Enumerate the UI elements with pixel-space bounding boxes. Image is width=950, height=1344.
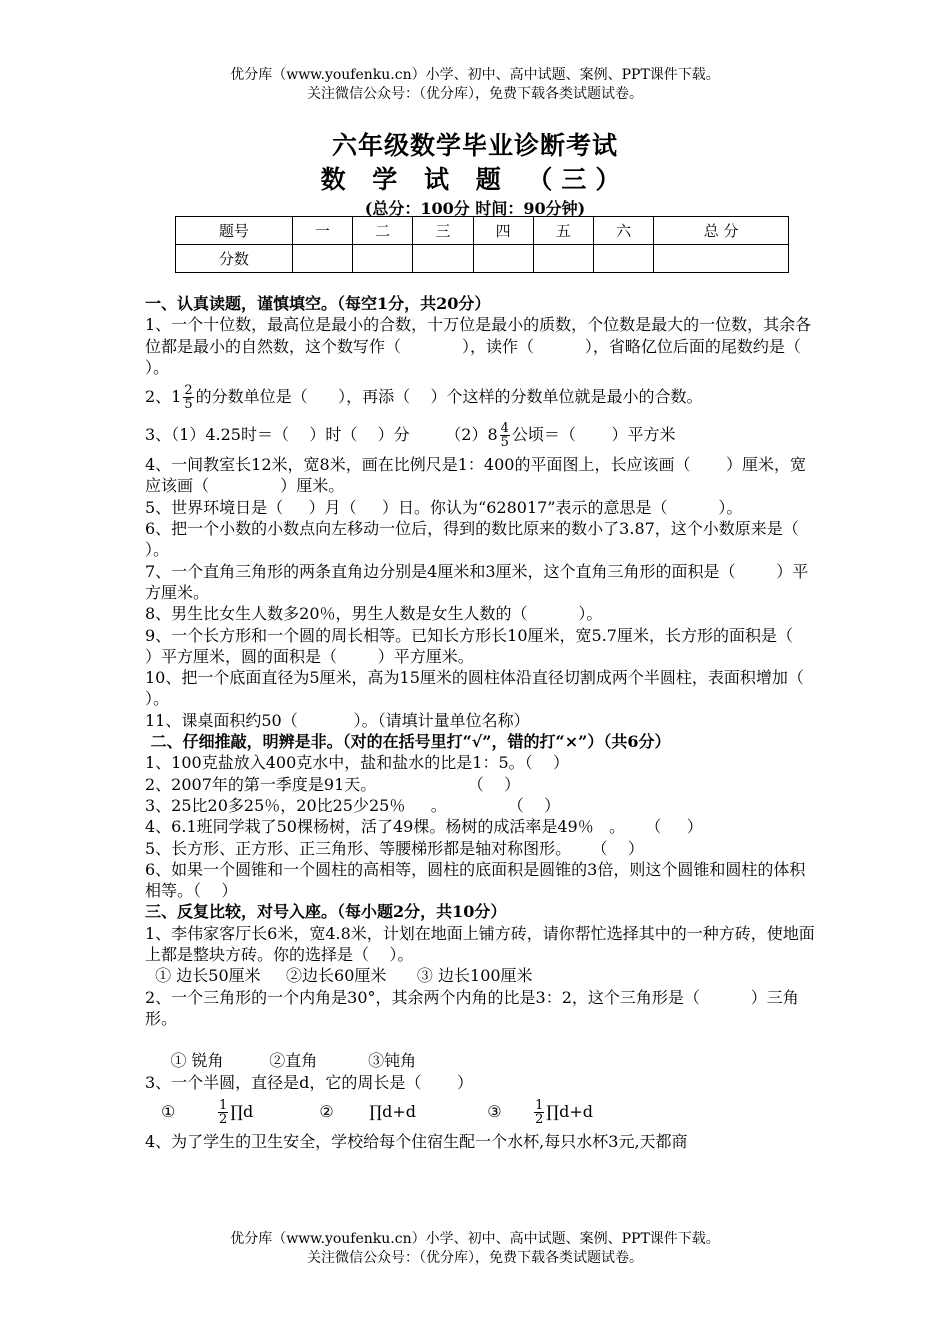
question: 4、6.1班同学栽了50棵杨树，活了49棵。杨树的成活率是49％ 。 （ ） bbox=[145, 817, 703, 837]
footer-line-2: 关注微信公众号：（优分库），免费下载各类试题试卷。 bbox=[307, 1250, 643, 1266]
fraction bbox=[534, 1099, 544, 1126]
score-cell: 六 bbox=[594, 217, 654, 245]
answer-options: ① 锐角 ②直角 ③钝角 bbox=[145, 1051, 417, 1071]
question: 4、为了学生的卫生安全，学校给每个住宿生配一个水杯,每只水杯3元,天都商 bbox=[145, 1131, 688, 1151]
score-table-score-row bbox=[176, 245, 789, 273]
fraction-numerator: 1 bbox=[219, 1097, 228, 1113]
question: 8、男生比女生人数多20％，男生人数是女生人数的（ ）。 bbox=[145, 604, 603, 624]
question: 2、2007年的第一季度是91天。 （ ） bbox=[145, 774, 521, 794]
question: 3、25比20多25％，20比25少25％ 。 （ ） bbox=[145, 795, 561, 815]
option-text: ∏d bbox=[230, 1101, 254, 1121]
question: 6、把一个小数的小数点向左移动一位后，得到的数比原来的数小了3.87，这个小数原来是（ ）。 bbox=[145, 519, 835, 560]
section-3-heading: 三、反复比较，对号入座。（每小题2分，共10分） bbox=[145, 902, 507, 922]
answer-options: ① 边长50厘米 ②边长60厘米 ③ 边长100厘米 bbox=[145, 966, 533, 986]
fraction-denominator: 5 bbox=[500, 435, 509, 451]
question: 1、100克盐放入400克水中，盐和盐水的比是1：5。（ ） bbox=[145, 753, 569, 773]
question: 10、把一个底面直径为5厘米，高为15厘米的圆柱体沿直径切割成两个半圆柱，表面积增加（ ）。 bbox=[145, 668, 881, 709]
score-cell: 分数 bbox=[176, 245, 293, 273]
header-line-1: 优分库（www.youfenku.cn）小学、初中、高中试题、案例、PPT课件下载。 bbox=[230, 67, 720, 83]
question: 2、一个三角形的一个内角是30°，其余两个内角的比是3：2，这个三角形是（ ）三角形。 bbox=[145, 987, 799, 1028]
score-cell: 四 bbox=[473, 217, 533, 245]
score-input-cell[interactable] bbox=[654, 245, 789, 273]
answer-options bbox=[145, 1093, 815, 1131]
question-text: 2、1 bbox=[145, 387, 182, 407]
score-cell: 二 bbox=[352, 217, 412, 245]
score-input-cell[interactable] bbox=[473, 245, 533, 273]
fraction-numerator: 4 bbox=[500, 421, 509, 437]
question: 11、课桌面积约50（ ）。（请填计量单位名称） bbox=[145, 710, 530, 730]
fraction-denominator: 2 bbox=[219, 1111, 228, 1127]
section-1-heading: 一、认真读题，谨慎填空。（每空1分，共20分） bbox=[145, 294, 491, 313]
fraction bbox=[183, 384, 193, 411]
question-text: 公顷＝（ ）平方米 bbox=[511, 425, 676, 445]
score-input-cell[interactable] bbox=[292, 245, 352, 273]
score-cell: 五 bbox=[533, 217, 593, 245]
question-text: 的分数单位是（ ），再添（ ）个这样的分数单位就是最小的合数。 bbox=[195, 387, 703, 407]
question: 1、李伟家客厅长6米，宽4.8米，计划在地面上铺方砖，请你帮忙选择其中的一种方砖，使地面上都是整块方砖。你的选择是（ ）。 bbox=[145, 923, 815, 965]
question: 6、如果一个圆锥和一个圆柱的高相等，圆柱的底面积是圆锥的3倍，则这个圆锥和圆柱的体积相等。（ ） bbox=[145, 859, 806, 901]
option-label: ③ bbox=[487, 1101, 502, 1121]
question: 9、一个长方形和一个圆的周长相等。已知长方形长10厘米，宽5.7厘米，长方形的面积是（ ）平方厘米，圆的面积是（ ）平方厘米。 bbox=[145, 625, 834, 666]
score-input-cell[interactable] bbox=[413, 245, 473, 273]
option-label: ① bbox=[161, 1101, 176, 1121]
question-text: 3、（1）4.25时＝（ ）时（ ）分 （2）8 bbox=[145, 425, 498, 445]
score-cell: 总 分 bbox=[654, 217, 789, 245]
fraction-denominator: 5 bbox=[184, 397, 193, 413]
fraction-numerator: 1 bbox=[535, 1097, 544, 1113]
question: 7、一个直角三角形的两条直角边分别是4厘米和3厘米，这个直角三角形的面积是（ ）平方厘米。 bbox=[145, 561, 809, 602]
score-input-cell[interactable] bbox=[352, 245, 412, 273]
fraction bbox=[500, 422, 510, 449]
spacer bbox=[145, 1029, 815, 1050]
option-text: ② ∏d+d bbox=[319, 1101, 416, 1121]
exam-info: (总分：100分 时间：90分钟) bbox=[364, 199, 586, 218]
score-table bbox=[175, 216, 789, 273]
option-text: ∏d+d bbox=[546, 1101, 593, 1121]
exam-body bbox=[145, 293, 881, 1152]
section-2-heading: 二、仔细推敲，明辨是非。（对的在括号里打“√”，错的打“×”）（共6分） bbox=[145, 732, 671, 752]
header-line-2: 关注微信公众号：（优分库），免费下载各类试题试卷。 bbox=[307, 86, 643, 102]
exam-subtitle: 数 学 试 题 （三） bbox=[320, 165, 630, 194]
score-cell: 一 bbox=[292, 217, 352, 245]
question: 3、一个半圆，直径是d，它的周长是（ ） bbox=[145, 1072, 474, 1092]
question: 1、一个十位数，最高位是最小的合数，十万位是最小的质数，个位数是最大的一位数，其余各位都是最小的自然数，这个数写作（ ），读作（ ），省略亿位后面的尾数约是（ ）。 bbox=[145, 315, 842, 377]
fraction-denominator: 2 bbox=[535, 1111, 544, 1127]
score-table-header-row bbox=[176, 217, 789, 245]
fraction bbox=[218, 1099, 228, 1126]
score-cell: 题号 bbox=[176, 217, 293, 245]
footer-line-1: 优分库（www.youfenku.cn）小学、初中、高中试题、案例、PPT课件下载。 bbox=[230, 1231, 720, 1247]
question: 4、一间教室长12米，宽8米，画在比例尺是1：400的平面图上，长应该画（ ）厘米，宽应该画（ ）厘米。 bbox=[145, 455, 807, 496]
score-cell: 三 bbox=[413, 217, 473, 245]
score-input-cell[interactable] bbox=[533, 245, 593, 273]
score-input-cell[interactable] bbox=[594, 245, 654, 273]
question bbox=[145, 416, 815, 454]
exam-title: 六年级数学毕业诊断考试 bbox=[331, 131, 618, 160]
question bbox=[145, 378, 815, 416]
question: 5、长方形、正方形、正三角形、等腰梯形都是轴对称图形。 （ ） bbox=[145, 838, 644, 858]
question: 5、世界环境日是（ ）月（ ）日。你认为“628017”表示的意思是（ ）。 bbox=[145, 497, 743, 517]
fraction-numerator: 2 bbox=[184, 383, 193, 399]
